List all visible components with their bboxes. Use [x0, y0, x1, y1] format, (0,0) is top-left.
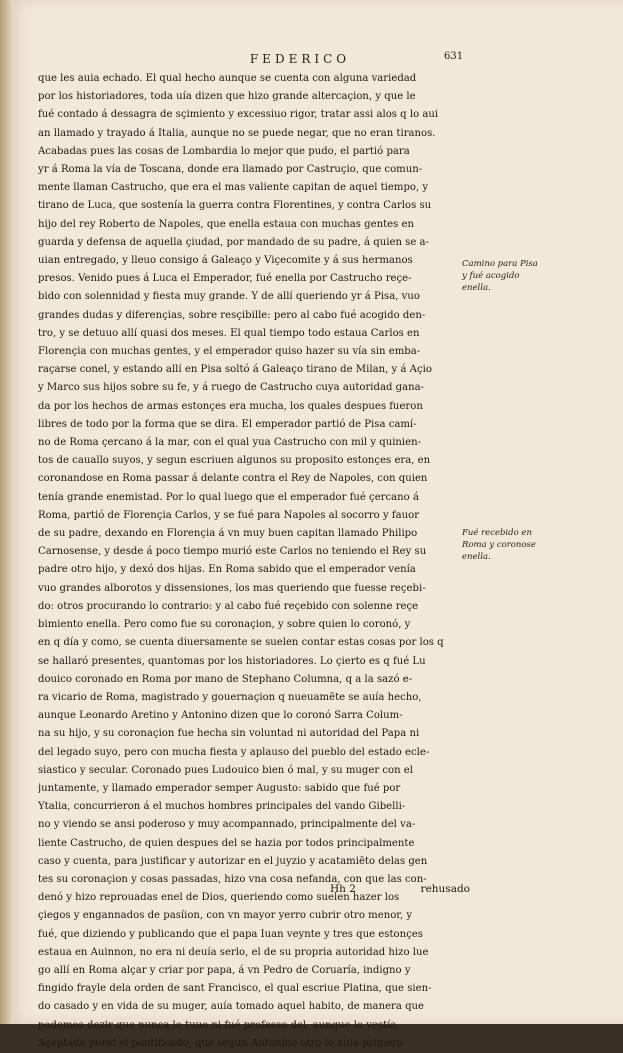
margin-note-pisa: Camino para Pisa y fué acogido enella. — [462, 259, 538, 293]
text-line: aunque Leonardo Aretino y Antonino dizen que lo coronó Sarra Colum- — [38, 710, 403, 722]
text-line: tes su coronaçion y cosas passadas, hizo vna cosa nefanda, con que las con- — [38, 873, 427, 885]
text-line: no y viendo se ansi poderoso y muy acompannado, principalmente del va- — [38, 819, 416, 831]
text-line: tirano de Luca, que sostenía la guerra contra Florentines, y contra Carlos su — [38, 200, 432, 212]
text-line: coronandose en Roma passar á delante contra el Rey de Napoles, con quien — [38, 473, 428, 485]
text-line: en q día y como, se cuenta diuersamente se suelen contar estas cosas por los q — [38, 637, 444, 649]
text-line: fué contado á dessagra de sçimiento y excessiuo rigor, tratar assi alos q lo aui — [38, 109, 439, 121]
text-line: estaua en Auinnon, no era ni deuía serlo, el de su propria autoridad hizo lue — [38, 946, 429, 958]
text-line: çiegos y engannados de pasíion, con vn mayor yerro cubrir otro menor, y — [38, 910, 413, 922]
text-line: no de Roma çercano á la mar, con el qual yua Castrucho con mil y quinien- — [38, 437, 422, 449]
text-line: raçarse conel, y estando allí en Pisa soltó á Galeaço tirano de Milan, y á Açio — [38, 364, 432, 376]
folio-number: 631 — [444, 51, 464, 62]
text-line: se hallaró presentes, quantomas por los historiadores. Lo çierto es q fué Lu — [38, 655, 426, 667]
margin-note-roma: Fué recebido en Roma y coronose enella. — [462, 528, 536, 562]
text-line: siastico y secular. Coronado pues Ludouico bien ó mal, y su muger con el — [38, 764, 414, 776]
text-line: tenía grande enemistad. Por lo qual luego que el emperador fué çercano á — [38, 491, 419, 503]
text-line: Ytalia, concurrieron á el muchos hombres principales del vando Gibelli- — [38, 801, 406, 813]
text-line: padre otro hijo, y dexó dos hijas. En Roma sabido que el emperador venía — [38, 564, 416, 576]
text-line: bimiento enella. Pero como fue su coronaçion, y sobre quien lo coronó, y — [38, 619, 411, 631]
running-title: FEDERICO — [249, 52, 351, 66]
text-line: hijo del rey Roberto de Napoles, que enella estaua con muchas gentes en — [38, 218, 414, 230]
text-line: fué, que diziendo y publicando que el papa Iuan veynte y tres que estonçes — [38, 928, 423, 940]
text-line: denó y hizo reprouadas enel de Dios, queriendo como suelen hazer los — [38, 892, 400, 904]
text-line: da por los hechos de armas estonçes era mucha, los quales despues fueron — [38, 400, 423, 412]
text-line: do: otros procurando lo contrario: y al cabo fué reçebido con solenne reçe — [38, 600, 419, 612]
text-line: libres de todo por la forma que se dira. El emperador partió de Pisa camí- — [38, 418, 417, 430]
text-line: juntamente, y llamado emperador semper Augusto: sabido que fué por — [38, 782, 401, 794]
text-line: fingido frayle dela orden de sant Francisco, el qual escriue Platina, que sien- — [38, 983, 432, 995]
text-line: de su padre, dexando en Florençia á vn muy buen capitan llamado Philipo — [38, 528, 418, 540]
text-line: douico coronado en Roma por mano de Stephano Columna, q a la sazó e- — [38, 673, 413, 685]
text-line: grandes dudas y diferençias, sobre resçibille: pero al cabo fué acogido den- — [38, 309, 426, 321]
text-line: do casado y en vida de su muger, auía tomado aquel habito, de manera que — [38, 1001, 425, 1013]
text-line: y Marco sus hijos sobre su fe, y á ruego de Castrucho cuya autoridad gana- — [38, 382, 425, 394]
page-gutter — [0, 0, 14, 1024]
text-line: uian entregado, y lleuo consigo á Galeaço y Viçecomite y á sus hermanos — [38, 255, 413, 267]
text-line: liente Castrucho, de quien despues del se hazia por todos principalmente — [38, 837, 415, 849]
body-text — [38, 70, 458, 1053]
text-line: guarda y defensa de aquella çiudad, por mandado de su padre, á quien se a- — [38, 236, 429, 248]
text-line: ra vicario de Roma, magistrado y gouernaçion q nueuamēte se auía hecho, — [38, 691, 422, 703]
text-line: an llamado y trayado á Italia, aunque no se puede negar, que no eran tiranos. — [38, 127, 436, 139]
text-line: del legado suyo, pero con mucha fiesta y aplauso del pueblo del estado ecle- — [38, 746, 430, 758]
text-line: yr á Roma la vía de Toscana, donde era llamado por Castruçio, que comun- — [38, 164, 423, 176]
text-line: tro, y se detuuo allí quasi dos meses. El qual tiempo todo estaua Carlos en — [38, 327, 420, 339]
text-line: presos. Venido pues á Luca el Emperador, fué enella por Castrucho reçe- — [38, 273, 412, 285]
text-line: Florençia con muchas gentes, y el emperador quiso hazer su vía sin emba- — [38, 346, 421, 358]
text-line: podemos dezir que nunca lo tuuo ni fué professo del, aunque lo vestía. — [38, 1019, 400, 1031]
text-line: por los historiadores, toda uía dizen que hizo grande altercaçion, y que le — [38, 91, 416, 103]
catchword: rehusado — [420, 883, 470, 895]
text-line: Roma, partió de Florençia Carlos, y se fué para Napoles al socorro y fauor — [38, 509, 420, 521]
text-line: vuo grandes alborotos y dissensiones, los mas queriendo que fuesse reçebi- — [38, 582, 426, 594]
signature-mark: Hh 2 — [330, 883, 356, 895]
text-line: Açeptado porel el pontificado, que segun Antonino otro lo auía primero — [38, 1037, 404, 1049]
text-line: caso y cuenta, para justificar y autorizar en el juyzio y acatamiēto delas gen — [38, 855, 428, 867]
text-line: mente llaman Castrucho, que era el mas valiente capitan de aquel tiempo, y — [38, 182, 429, 194]
text-line: go allí en Roma alçar y criar por papa, á vn Pedro de Coruaría, indigno y — [38, 964, 411, 976]
text-line: Carnosense, y desde á poco tiempo murió este Carlos no teniendo el Rey su — [38, 546, 427, 558]
text-line: na su hijo, y su coronaçion fue hecha sin voluntad ni autoridad del Papa ni — [38, 728, 420, 740]
text-line: bido con solennidad y fiesta muy grande. Y de allí queriendo yr á Pisa, vuo — [38, 291, 420, 303]
text-line: tos de cauallo suyos, y segun escriuen algunos su proposito estonçes era, en — [38, 455, 431, 467]
text-line: Acabadas pues las cosas de Lombardia lo mejor que pudo, el partió para — [38, 145, 410, 157]
page-footer — [330, 883, 470, 895]
text-line: que les auia echado. El qual hecho aunque se cuenta con alguna variedad — [38, 73, 417, 84]
